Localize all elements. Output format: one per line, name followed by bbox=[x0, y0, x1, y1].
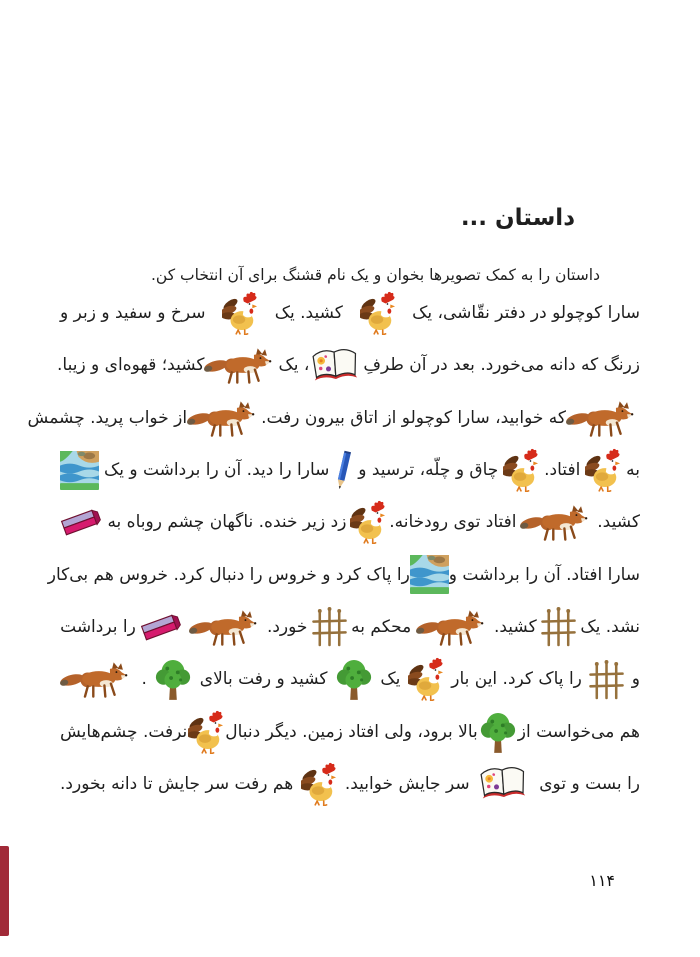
story-line bbox=[60, 287, 640, 339]
story-text: افتاد توی رودخانه. bbox=[389, 512, 517, 533]
story-text: کشید و رفت بالای bbox=[199, 669, 328, 690]
story-text: را برداشت bbox=[60, 616, 136, 637]
story-text: کشید. bbox=[597, 512, 640, 533]
fox-icon bbox=[189, 607, 263, 647]
rooster-icon bbox=[350, 500, 386, 544]
story-text: کشید؛ قهوه‌ای و زیبا. bbox=[57, 355, 205, 376]
story-text: زد زیر خنده. ناگهان چشم روباه به bbox=[107, 512, 347, 533]
page-title: داستان ... bbox=[460, 205, 575, 232]
story-text: به bbox=[626, 460, 640, 481]
fence-icon bbox=[589, 658, 624, 701]
story-text: یک bbox=[380, 669, 401, 690]
fox-icon bbox=[416, 607, 490, 647]
story-text: را پاک کرد. این بار bbox=[451, 669, 582, 690]
river-icon bbox=[60, 451, 99, 490]
story-text: را بست و توی bbox=[539, 773, 640, 794]
story-line bbox=[60, 758, 640, 810]
story-text: نشد. یک bbox=[580, 616, 640, 637]
story-text: چاق و چلّه، ترسید و bbox=[358, 460, 499, 481]
fox-icon bbox=[60, 659, 134, 699]
rooster-icon bbox=[408, 657, 444, 701]
open-book-icon bbox=[477, 764, 531, 803]
story-text: نرفت. چشم‌هایش bbox=[60, 721, 188, 742]
story-text: . bbox=[141, 669, 147, 690]
story-line bbox=[60, 496, 640, 548]
story-text: بالا برود، ولی افتاد زمین. دیگر دنبال bbox=[225, 721, 478, 742]
river-icon bbox=[410, 555, 449, 594]
story-text: سرخ و سفید و زبر و bbox=[60, 303, 206, 324]
story-text: که خوابید، سارا کوچولو از اتاق بیرون رفت. bbox=[261, 407, 566, 428]
story-text: سر جایش خوابید. bbox=[344, 773, 470, 794]
rooster-icon bbox=[360, 291, 396, 335]
story-text: سارا افتاد. آن را برداشت و bbox=[448, 564, 640, 585]
story-text: هم رفت سر جایش تا دانه بخورد. bbox=[60, 773, 294, 794]
fence-icon bbox=[541, 605, 576, 648]
story-body bbox=[27, 287, 640, 810]
tree-icon bbox=[335, 657, 373, 701]
story-line bbox=[60, 601, 640, 653]
story-text: را پاک کرد و خروس را دنبال کرد. خروس هم بی‌کار bbox=[47, 564, 410, 585]
story-line bbox=[47, 548, 640, 600]
story-text: زرنگ که دانه می‌خورد. بعد در آن طرفِ bbox=[363, 355, 640, 376]
story-line bbox=[57, 339, 640, 391]
story-text: خورد. bbox=[266, 616, 308, 637]
rooster-icon bbox=[503, 448, 539, 492]
bookmark-bar bbox=[0, 846, 9, 936]
story-line bbox=[27, 392, 640, 444]
fence-icon bbox=[312, 605, 347, 648]
story-text: از خواب پرید. چشمش bbox=[27, 407, 188, 428]
fox-icon bbox=[566, 398, 640, 438]
eraser-icon bbox=[60, 504, 104, 540]
story-text: کشید. bbox=[493, 616, 537, 637]
fox-icon bbox=[520, 502, 594, 542]
tree-icon bbox=[479, 710, 517, 754]
rooster-icon bbox=[585, 448, 621, 492]
story-text: کشید. یک bbox=[274, 303, 343, 324]
page-number: ۱۱۴ bbox=[589, 871, 615, 890]
story-line bbox=[60, 705, 640, 757]
eraser-icon bbox=[140, 609, 184, 645]
story-line bbox=[60, 444, 640, 496]
story-text: ، یک bbox=[278, 355, 310, 376]
story-text: محکم به bbox=[351, 616, 412, 637]
story-text: افتاد. bbox=[544, 460, 581, 481]
story-text: سارا کوچولو در دفتر نقّاشی، یک bbox=[412, 303, 640, 324]
story-text: هم می‌خواست از bbox=[517, 721, 640, 742]
rooster-icon bbox=[301, 762, 337, 806]
story-text: سارا را دید. آن را برداشت و یک bbox=[104, 460, 330, 481]
rooster-icon bbox=[188, 710, 224, 754]
rooster-icon bbox=[222, 291, 258, 335]
tree-icon bbox=[154, 657, 192, 701]
open-book-icon bbox=[309, 346, 363, 385]
story-line bbox=[60, 653, 640, 705]
fox-icon bbox=[204, 345, 278, 385]
instruction-text: داستان را به کمک تصویرها بخوان و یک نام قشنگ برای آن انتخاب کن. bbox=[150, 265, 600, 284]
pencil-icon bbox=[334, 449, 353, 491]
fox-icon bbox=[187, 398, 261, 438]
story-text: و bbox=[631, 669, 640, 690]
